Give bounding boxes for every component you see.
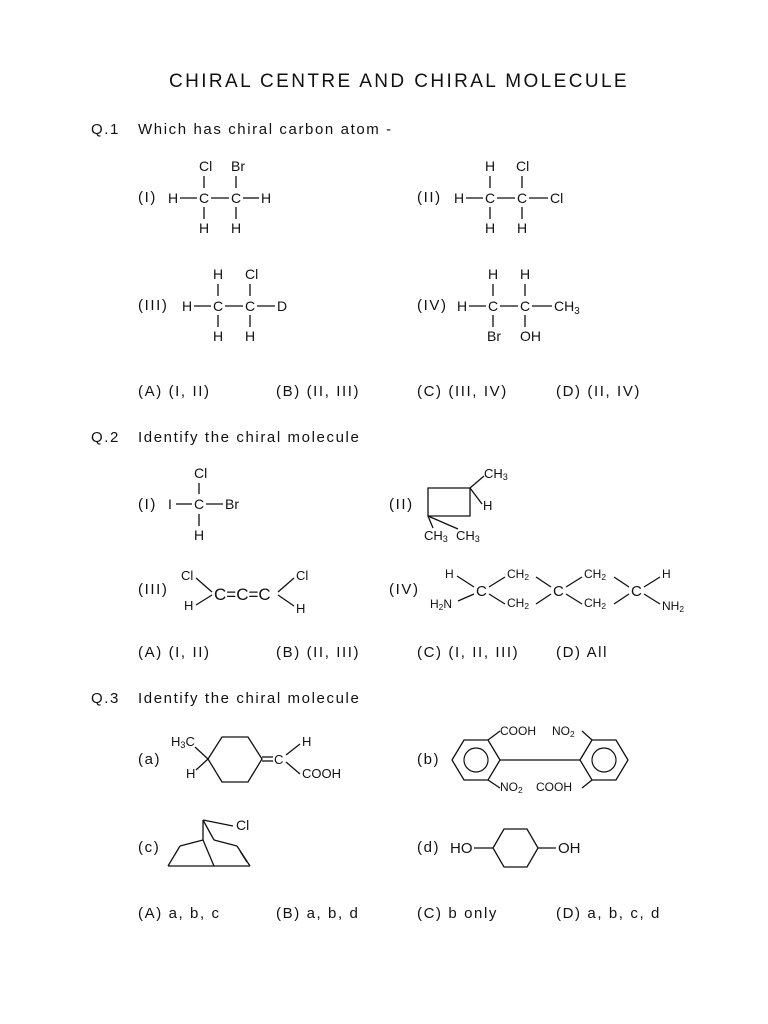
svg-text:OH: OH	[558, 840, 581, 857]
svg-text:H: H	[445, 567, 454, 581]
svg-text:H2N: H2N	[430, 597, 453, 612]
structure-label: (I)	[138, 496, 157, 513]
svg-text:C: C	[485, 190, 496, 206]
svg-text:NH2: NH2	[662, 599, 685, 614]
svg-text:I: I	[168, 496, 172, 512]
q1-structure-ii	[454, 158, 563, 236]
svg-text:C: C	[488, 298, 499, 314]
question-number: Q.3	[91, 690, 120, 707]
svg-text:COOH: COOH	[302, 766, 341, 781]
answer-option[interactable]: (C) (I, II, III)	[417, 644, 520, 661]
svg-text:COOH: COOH	[500, 724, 536, 738]
svg-text:H: H	[199, 220, 210, 236]
svg-text:H: H	[261, 190, 272, 206]
svg-text:Cl: Cl	[199, 158, 213, 174]
svg-text:OH: OH	[520, 328, 541, 344]
svg-text:H: H	[520, 266, 531, 282]
q3-structure-d	[450, 829, 581, 867]
svg-text:H: H	[213, 328, 224, 344]
question-text: Identify the chiral molecule	[138, 690, 361, 707]
svg-text:H: H	[454, 190, 465, 206]
svg-text:H: H	[186, 766, 196, 781]
structure-label: (IV)	[417, 297, 448, 314]
svg-text:Cl: Cl	[236, 817, 250, 833]
structure-label: (III)	[138, 297, 169, 314]
svg-text:Cl: Cl	[550, 190, 564, 206]
svg-text:H: H	[488, 266, 499, 282]
q3-structure-a	[171, 734, 341, 782]
svg-text:COOH: COOH	[536, 780, 572, 794]
svg-text:H: H	[483, 498, 493, 513]
svg-text:C: C	[194, 496, 205, 512]
svg-text:C=C=C: C=C=C	[214, 585, 271, 604]
answer-option[interactable]: (C) (III, IV)	[417, 383, 508, 400]
svg-text:H: H	[296, 601, 306, 616]
svg-text:CH2: CH2	[507, 567, 530, 582]
question-text: Which has chiral carbon atom -	[138, 121, 393, 138]
structure-label: (II)	[417, 189, 442, 206]
structure-label: (c)	[138, 839, 161, 856]
q2-structure-iv	[430, 567, 684, 614]
svg-text:CH2: CH2	[584, 596, 607, 611]
svg-text:H: H	[184, 598, 194, 613]
svg-text:H3C: H3C	[171, 734, 195, 751]
page-title: CHIRAL CENTRE AND CHIRAL MOLECULE	[169, 71, 629, 92]
answer-option[interactable]: (D) All	[556, 644, 609, 661]
structure-label: (III)	[138, 581, 169, 598]
svg-text:CH2: CH2	[584, 567, 607, 582]
svg-text:H: H	[213, 266, 224, 282]
question-text: Identify the chiral molecule	[138, 429, 361, 446]
structure-label: (II)	[389, 496, 414, 513]
q3-structure-b	[452, 724, 628, 795]
q3-structure-c	[168, 817, 250, 866]
answer-option[interactable]: (C) b only	[417, 905, 499, 922]
svg-text:C: C	[517, 190, 528, 206]
svg-text:Br: Br	[231, 158, 245, 174]
svg-text:C: C	[476, 583, 487, 600]
q1-structure-iii	[182, 266, 287, 344]
answer-option[interactable]: (A) a, b, c	[138, 905, 221, 922]
svg-text:H: H	[245, 328, 256, 344]
svg-text:C: C	[631, 583, 642, 600]
answer-option[interactable]: (A) (I, II)	[138, 644, 211, 661]
answer-option[interactable]: (A) (I, II)	[138, 383, 211, 400]
svg-text:H: H	[485, 158, 496, 174]
svg-text:CH3: CH3	[554, 298, 580, 317]
structure-label: (b)	[417, 751, 441, 768]
svg-text:Cl: Cl	[194, 465, 208, 481]
answer-option[interactable]: (B) a, b, d	[276, 905, 360, 922]
structure-label: (a)	[138, 751, 162, 768]
svg-text:Cl: Cl	[245, 266, 259, 282]
q2-structure-iii	[181, 568, 308, 616]
answer-option[interactable]: (D) (II, IV)	[556, 383, 642, 400]
svg-text:H: H	[457, 298, 468, 314]
structure-label: (IV)	[389, 581, 420, 598]
svg-text:D: D	[277, 298, 288, 314]
svg-text:C: C	[520, 298, 531, 314]
svg-text:HO: HO	[450, 840, 473, 857]
question-number: Q.1	[91, 121, 120, 138]
svg-text:CH3: CH3	[424, 528, 448, 545]
q1-structure-iv	[457, 266, 580, 344]
svg-text:Br: Br	[225, 496, 239, 512]
q1-structure-i	[168, 158, 271, 236]
svg-text:C: C	[199, 190, 210, 206]
svg-text:H: H	[485, 220, 496, 236]
svg-text:NO2: NO2	[500, 780, 523, 795]
svg-text:H: H	[662, 567, 671, 581]
svg-text:Cl: Cl	[296, 568, 309, 583]
svg-text:CH2: CH2	[507, 596, 530, 611]
svg-text:C: C	[553, 583, 564, 600]
svg-text:C: C	[231, 190, 242, 206]
svg-text:C: C	[213, 298, 224, 314]
structure-label: (I)	[138, 189, 157, 206]
q2-structure-ii	[424, 466, 508, 544]
svg-text:H: H	[168, 190, 179, 206]
svg-text:H: H	[182, 298, 193, 314]
svg-text:Cl: Cl	[516, 158, 530, 174]
question-number: Q.2	[91, 429, 120, 446]
structure-label: (d)	[417, 839, 441, 856]
svg-text:Cl: Cl	[181, 568, 194, 583]
svg-text:CH3: CH3	[484, 466, 508, 483]
svg-text:H: H	[302, 734, 312, 749]
svg-text:CH3: CH3	[456, 528, 480, 545]
svg-text:H: H	[517, 220, 528, 236]
svg-text:NO2: NO2	[552, 724, 575, 739]
svg-text:Br: Br	[487, 328, 501, 344]
answer-option[interactable]: (B) (II, III)	[276, 383, 361, 400]
svg-text:C: C	[274, 752, 284, 767]
answer-option[interactable]: (D) a, b, c, d	[556, 905, 661, 922]
svg-text:H: H	[194, 527, 205, 543]
answer-option[interactable]: (B) (II, III)	[276, 644, 361, 661]
svg-text:C: C	[245, 298, 256, 314]
q2-structure-i	[168, 465, 239, 543]
svg-text:H: H	[231, 220, 242, 236]
